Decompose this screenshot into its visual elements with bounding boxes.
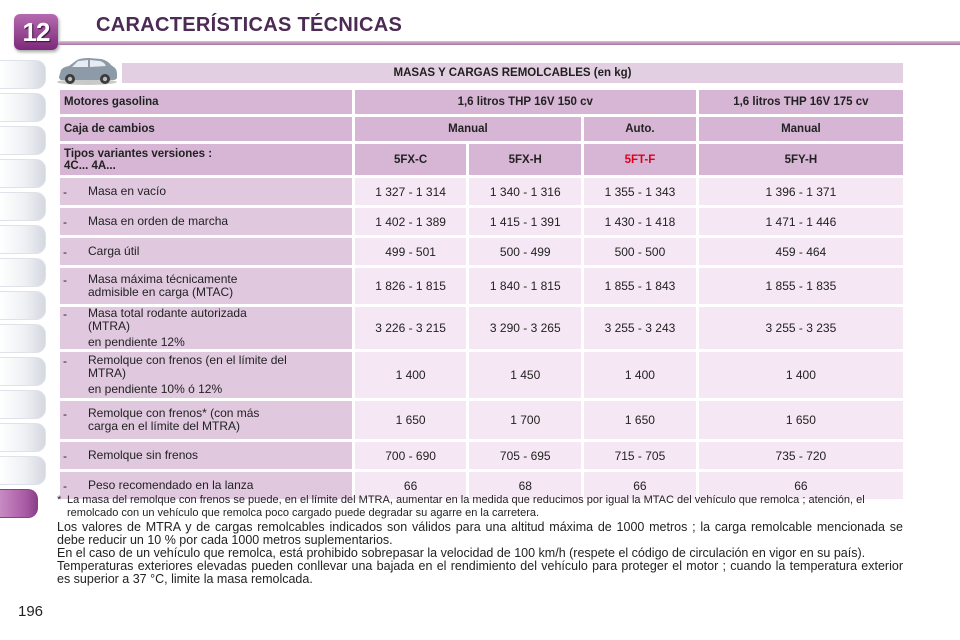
masses-table — [57, 87, 906, 502]
note-paragraph: En el caso de un vehículo que remolca, está prohibido sobrepasar la velocidad de 100 km/h (respete el código de circulación en vigor en su país). — [57, 546, 866, 560]
value-cell: 735 - 720 — [699, 442, 903, 469]
row-label-inner — [60, 185, 352, 198]
chapter-tab[interactable] — [0, 390, 46, 419]
gearbox-row — [60, 117, 903, 141]
value-cell: 66 — [584, 472, 696, 499]
row-label-inner — [60, 215, 352, 228]
engine-cell: 1,6 litros THP 16V 175 cv — [699, 90, 903, 114]
chapter-tabs — [0, 60, 46, 522]
row-label-line: (MTRA) — [88, 319, 130, 333]
row-label — [60, 307, 352, 349]
value-cell: 3 255 - 3 235 — [699, 307, 903, 349]
variant-cell: 5FX-C — [355, 144, 467, 175]
row-label-line: Carga útil — [88, 244, 140, 258]
row-label-line: Remolque sin frenos — [88, 448, 199, 462]
row-bullet: - — [63, 479, 67, 493]
engines-row — [60, 90, 903, 114]
variants-row — [60, 144, 903, 175]
row-sublabel: en pendiente 10% ó 12% — [88, 382, 223, 396]
chapter-tab[interactable] — [0, 60, 46, 89]
row-label-inner — [60, 245, 352, 258]
value-cell: 1 396 - 1 371 — [699, 178, 903, 205]
row-bullet: - — [63, 407, 67, 421]
variant-cell: 5FY-H — [699, 144, 903, 175]
row-label-line: Masa total rodante autorizada — [88, 306, 247, 320]
chapter-tab[interactable] — [0, 159, 46, 188]
chapter-number: 12 — [22, 16, 50, 47]
chapter-tab[interactable] — [0, 225, 46, 254]
row-sublabel: en pendiente 12% — [88, 335, 185, 349]
variant-cell-highlighted: 5FT-F — [584, 144, 696, 175]
row-label — [60, 401, 352, 439]
row-bullet: - — [63, 307, 67, 321]
row-label-inner — [60, 354, 352, 396]
chapter-tab[interactable] — [0, 126, 46, 155]
table-row — [60, 208, 903, 235]
value-cell: 1 650 — [355, 401, 467, 439]
value-cell: 66 — [699, 472, 903, 499]
chapter-tab-active[interactable] — [0, 489, 38, 518]
chapter-badge — [14, 14, 58, 50]
row-label — [60, 442, 352, 469]
engine-cell: 1,6 litros THP 16V 150 cv — [355, 90, 696, 114]
row-label-line: Masa máxima técnicamente — [88, 272, 238, 286]
table-row — [60, 178, 903, 205]
row-label-line: carga en el límite del MTRA) — [88, 419, 241, 433]
note-paragraph: Los valores de MTRA y de cargas remolcables indicados son válidos para una altitud máxima de 1000 metros ; la carga remolcable mencionada se debe reducir un 10 % por cada 1000 metros suplementarios. — [57, 520, 903, 547]
value-cell: 700 - 690 — [355, 442, 467, 469]
chapter-tab[interactable] — [0, 357, 46, 386]
value-cell: 1 327 - 1 314 — [355, 178, 467, 205]
row-label-line: Masa en orden de marcha — [88, 214, 229, 228]
row-label-line: Peso recomendado en la lanza — [88, 478, 254, 492]
variants-label — [60, 144, 352, 175]
value-cell: 1 415 - 1 391 — [469, 208, 581, 235]
value-cell: 1 400 — [355, 352, 467, 398]
row-label-inner — [60, 479, 352, 492]
row-label — [60, 208, 352, 235]
value-cell: 705 - 695 — [469, 442, 581, 469]
row-bullet: - — [63, 354, 67, 368]
row-label-line: Masa en vacío — [88, 184, 167, 198]
footnote — [57, 494, 903, 520]
row-label-line: MTRA) — [88, 366, 126, 380]
chapter-tab[interactable] — [0, 423, 46, 452]
chapter-tab[interactable] — [0, 93, 46, 122]
row-label-line: Remolque con frenos* (con más — [88, 406, 260, 420]
value-cell: 1 355 - 1 343 — [584, 178, 696, 205]
table-row — [60, 238, 903, 265]
value-cell: 3 255 - 3 243 — [584, 307, 696, 349]
value-cell: 1 650 — [699, 401, 903, 439]
row-label — [60, 178, 352, 205]
value-cell: 1 855 - 1 843 — [584, 268, 696, 304]
value-cell: 715 - 705 — [584, 442, 696, 469]
table-row — [60, 352, 903, 398]
page-title: CARACTERÍSTICAS TÉCNICAS — [96, 14, 403, 36]
value-cell: 1 700 — [469, 401, 581, 439]
value-cell: 1 471 - 1 446 — [699, 208, 903, 235]
notes-paragraphs — [57, 521, 903, 586]
row-label — [60, 352, 352, 398]
value-cell: 1 430 - 1 418 — [584, 208, 696, 235]
value-cell: 1 402 - 1 389 — [355, 208, 467, 235]
footnote-star: * — [57, 494, 62, 506]
row-bullet: - — [63, 273, 67, 287]
row-label-line: admisible en carga (MTAC) — [88, 285, 234, 299]
value-cell: 1 400 — [699, 352, 903, 398]
value-cell: 66 — [355, 472, 467, 499]
row-label — [60, 268, 352, 304]
variants-label-line: 4C... 4A... — [64, 159, 116, 172]
value-cell: 500 - 500 — [584, 238, 696, 265]
value-cell: 1 340 - 1 316 — [469, 178, 581, 205]
value-cell: 1 400 — [584, 352, 696, 398]
value-cell: 3 290 - 3 265 — [469, 307, 581, 349]
chapter-tab[interactable] — [0, 456, 46, 485]
page-number: 196 — [18, 603, 44, 620]
row-bullet: - — [63, 449, 67, 463]
chapter-tab[interactable] — [0, 192, 46, 221]
row-bullet: - — [63, 185, 67, 199]
gearbox-label: Caja de cambios — [60, 117, 352, 141]
row-bullet: - — [63, 215, 67, 229]
note-paragraph: Temperaturas exteriores elevadas pueden conllevar una bajada en el rendimiento del vehículo para proteger el motor ; cuando la temperatura exterior es superior a 37 °C, limite la masa remolcada. — [57, 559, 903, 586]
gearbox-cell: Auto. — [584, 117, 696, 141]
gearbox-cell: Manual — [355, 117, 581, 141]
gearbox-cell: Manual — [699, 117, 903, 141]
footnote-text: La masa del remolque con frenos se puede, en el límite del MTRA, aumentar en la medida que reducimos por igual la MTAC del vehículo que remolca ; atención, el remolcado con un vehículo que remolca poco cargado puede degradar su agarre en la carretera. — [67, 494, 865, 519]
row-label-inner — [60, 407, 352, 433]
value-cell: 499 - 501 — [355, 238, 467, 265]
value-cell: 459 - 464 — [699, 238, 903, 265]
value-cell: 68 — [469, 472, 581, 499]
row-label — [60, 238, 352, 265]
value-cell: 1 840 - 1 815 — [469, 268, 581, 304]
row-label-inner — [60, 307, 352, 349]
table-body — [60, 178, 903, 499]
variant-cell: 5FX-H — [469, 144, 581, 175]
table-row — [60, 307, 903, 349]
chapter-tab[interactable] — [0, 324, 46, 353]
value-cell: 3 226 - 3 215 — [355, 307, 467, 349]
table-caption: MASAS Y CARGAS REMOLCABLES (en kg) — [122, 63, 903, 83]
row-label-inner — [60, 273, 352, 299]
value-cell: 1 450 — [469, 352, 581, 398]
table-row — [60, 268, 903, 304]
row-bullet: - — [63, 245, 67, 259]
variants-label-line: Tipos variantes versiones : — [64, 147, 213, 160]
table-row — [60, 442, 903, 469]
value-cell: 1 855 - 1 835 — [699, 268, 903, 304]
table-row — [60, 401, 903, 439]
value-cell: 1 826 - 1 815 — [355, 268, 467, 304]
chapter-tab[interactable] — [0, 258, 46, 287]
title-rule — [58, 41, 960, 45]
value-cell: 1 650 — [584, 401, 696, 439]
masses-table-block — [60, 63, 903, 502]
row-label-line: Remolque con frenos (en el límite del — [88, 353, 287, 367]
row-label-inner — [60, 449, 352, 462]
engines-label: Motores gasolina — [60, 90, 352, 114]
chapter-tab[interactable] — [0, 291, 46, 320]
value-cell: 500 - 499 — [469, 238, 581, 265]
